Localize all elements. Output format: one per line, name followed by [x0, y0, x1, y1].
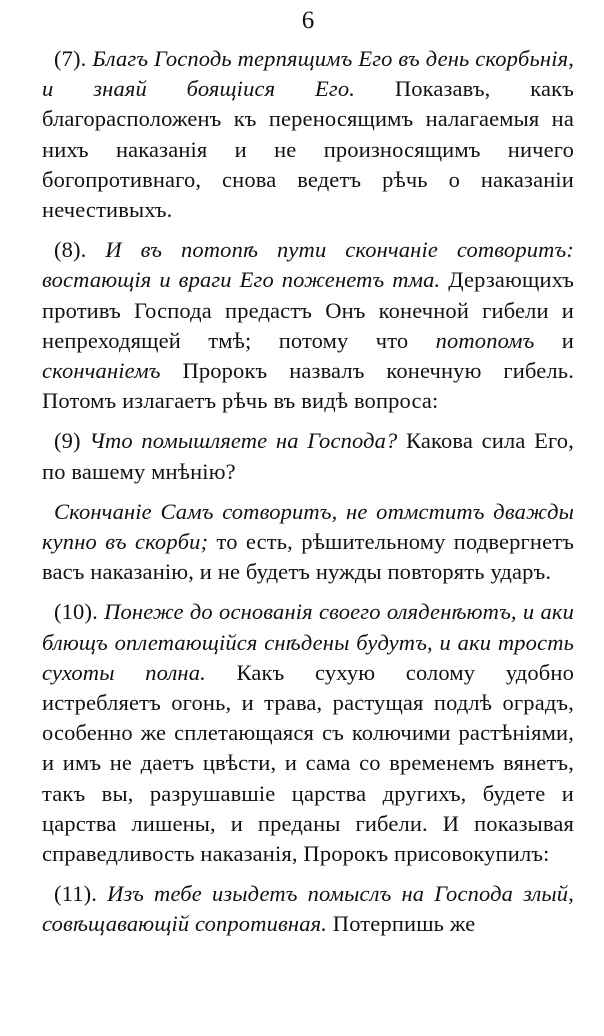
- paragraph-7: [42, 44, 574, 225]
- verse-quote: Благъ Господь терпящимъ Его въ день скорбьнія, и знаяй боящіися Его.: [42, 46, 574, 102]
- paragraph-10: [42, 597, 574, 869]
- paragraph-11: [42, 879, 574, 939]
- commentary-text: Какова сила Его, по вашему мнѣнію?: [42, 428, 574, 484]
- verse-quote: Изъ тебе изыдетъ помыслъ на Господа злый, совѣщавающій сопротивная.: [42, 881, 574, 937]
- commentary-text: Дерзающихъ противъ Господа предастъ Онъ конечной гибели и непреходящей тмѣ; потому что: [42, 267, 574, 353]
- verse-quote: Что помышляете на Господа?: [89, 428, 398, 454]
- emphasis-text: скончаніемъ: [42, 358, 161, 384]
- paragraph-8: [42, 235, 574, 416]
- commentary-text: Пророкъ назвалъ конечную гибель. Потомъ излагаетъ рѣчь въ видѣ вопроса:: [42, 358, 574, 414]
- verse-number: (8).: [54, 237, 106, 263]
- verse-number: (10).: [54, 599, 105, 625]
- verse-quote: И въ потопѣ пути скончаніе сотворитъ: востающія и враги Его поженетъ тма.: [42, 237, 574, 293]
- commentary-text: и: [534, 327, 574, 353]
- commentary-text: то есть, рѣшительному подвергнетъ васъ наказанію, и не будетъ нужды повторять ударъ.: [42, 529, 574, 585]
- verse-number: (7).: [54, 46, 93, 71]
- commentary-text: Потерпишь же: [327, 911, 476, 937]
- verse-quote: Скончаніе Самъ сотворитъ, не отмститъ дважды купно въ скорби;: [42, 498, 574, 555]
- paragraph-9-continued: [42, 497, 574, 588]
- verse-number: (11).: [54, 881, 108, 907]
- verse-number: (9): [54, 428, 90, 454]
- page-number: 6: [301, 7, 315, 34]
- commentary-text: Показавъ, какъ благорасположенъ къ переносящимъ налагаемыя на нихъ наказанія и не произносящимъ ничего богопротивнаго, снова ведетъ рѣчь о наказаніи нечестивыхъ.: [42, 76, 575, 223]
- verse-quote: Понеже до основанія своего оляденѣютъ, и аки блющъ оплетающійся снѣдены будутъ, и аки трость сухоты полна.: [42, 599, 574, 685]
- emphasis-text: потопомъ: [435, 327, 535, 353]
- paragraph-9: [42, 426, 574, 486]
- commentary-text: Какъ сухую солому удобно истребляетъ огонь, и трава, растущая подлѣ оградъ, особенно же сплетающаяся съ колючими растѣніями, и имъ не даетъ цвѣсти, и сама со временемъ вянетъ, такъ вы, разрушавшіе царства другихъ, будете и царства лишены, и преданы гибели. И показывая справедливость наказанія, Пророкъ присовокупилъ:: [42, 659, 574, 867]
